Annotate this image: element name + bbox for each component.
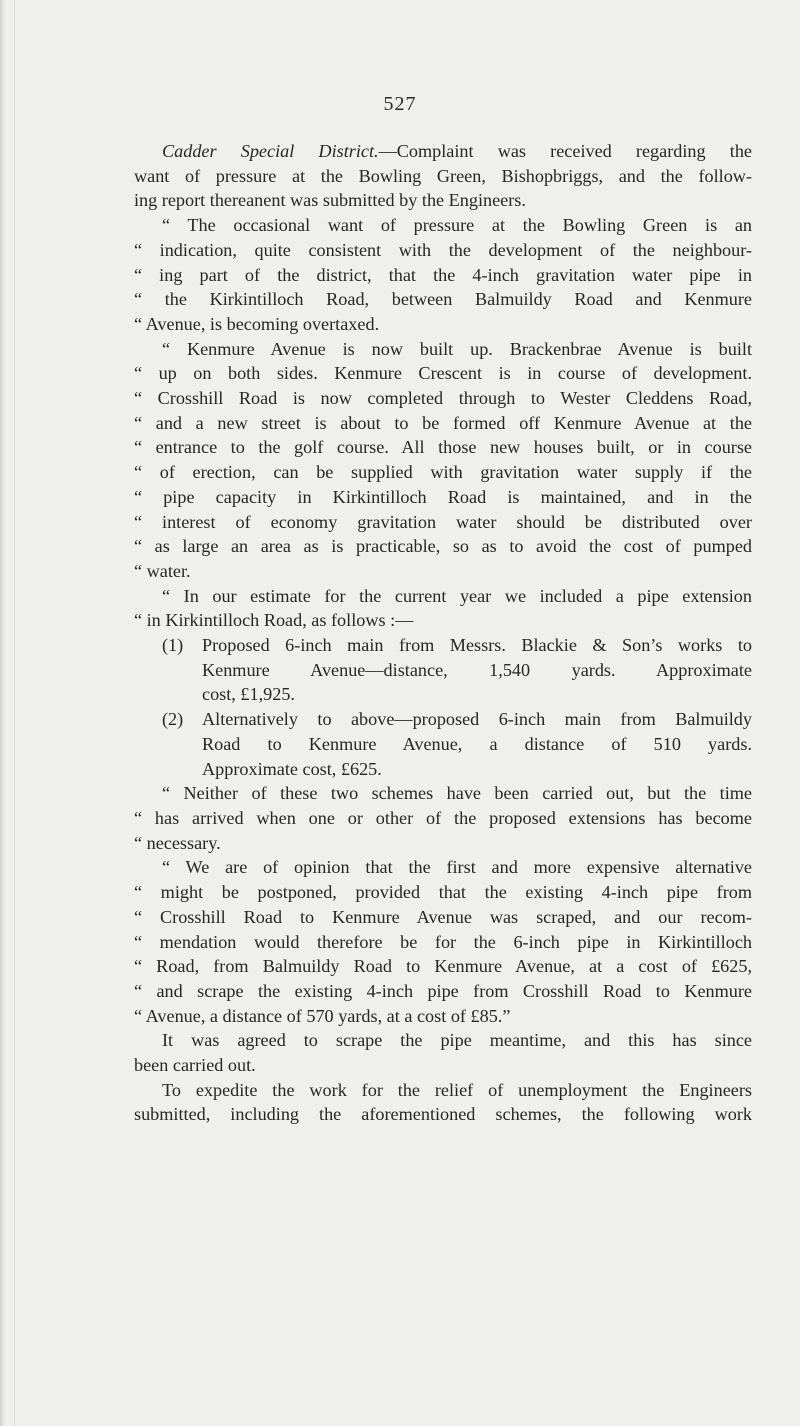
text-line: “ necessary. [134, 832, 221, 853]
text-line: cost, £1,925. [202, 684, 295, 705]
text-line: ing report thereanent was submitted by the Engineers. [134, 190, 526, 211]
text-line: “ Crosshill Road is now completed through to Wester Cleddens Road, [134, 388, 752, 409]
text-line: Kenmure Avenue—distance, 1,540 yards. Approximate [202, 659, 752, 680]
text-line: “ of erection, can be supplied with gravitation water supply if the [134, 462, 752, 483]
page-number: 527 [383, 93, 417, 115]
text-line: Approximate cost, £625. [202, 758, 382, 779]
text-line: “ pipe capacity in Kirkintilloch Road is maintained, and in the [134, 486, 752, 507]
text-line: “ entrance to the golf course. All those new houses built, or in course [134, 437, 752, 458]
paragraph-cadder-intro: Cadder Special District.—Complaint was received regarding the [162, 141, 752, 161]
text-line: “ Kenmure Avenue is now built up. Brackenbrae Avenue is built [162, 338, 752, 359]
text-line: “ mendation would therefore be for the 6-inch pipe in Kirkintilloch [134, 931, 752, 952]
text-line: To expedite the work for the relief of unemployment the Engineers [162, 1079, 752, 1100]
text-line: “ might be postponed, provided that the existing 4-inch pipe from [134, 882, 752, 903]
text-line: submitted, including the aforementioned schemes, the following work [134, 1104, 752, 1125]
text-line: “ has arrived when one or other of the proposed extensions has become [134, 807, 752, 828]
text-line: “ water. [134, 560, 191, 581]
list-item-number: (2) [162, 709, 184, 730]
list-item-number: (1) [162, 635, 184, 656]
text-line: “ Neither of these two schemes have been carried out, but the time [162, 783, 752, 804]
text-line: “ in Kirkintilloch Road, as follows :— [134, 610, 414, 631]
scan-left-edge-line [14, 0, 15, 1426]
text-line: “ Road, from Balmuildy Road to Kenmure Avenue, at a cost of £625, [134, 956, 752, 977]
text-line: “ The occasional want of pressure at the Bowling Green is an [162, 215, 752, 236]
text-line: “ as large an area as is practicable, so as to avoid the cost of pumped [134, 536, 752, 557]
text-line: “ We are of opinion that the first and more expensive alternative [162, 857, 752, 878]
list-item: (1) Proposed 6-inch main from Messrs. Blackie & Son’s works to [134, 633, 752, 658]
text-line: Road to Kenmure Avenue, a distance of 510 yards. [202, 733, 752, 754]
text-line: “ Avenue, is becoming overtaxed. [134, 313, 380, 334]
text-line: “ the Kirkintilloch Road, between Balmuildy Road and Kenmure [134, 289, 752, 310]
text-line: been carried out. [134, 1055, 256, 1076]
text-line: “ up on both sides. Kenmure Crescent is in course of development. [134, 363, 752, 384]
text-line: “ ing part of the district, that the 4-inch gravitation water pipe in [134, 264, 752, 285]
text-line: “ In our estimate for the current year we included a pipe extension [162, 585, 752, 606]
section-heading: Cadder Special District. [162, 141, 379, 161]
text-line: “ Crosshill Road to Kenmure Avenue was scraped, and our recom- [134, 906, 752, 927]
text-line: “ interest of economy gravitation water should be distributed over [134, 511, 752, 532]
text-line: It was agreed to scrape the pipe meantime, and this has since [162, 1030, 752, 1051]
text-line: “ Avenue, a distance of 570 yards, at a cost of £85.” [134, 1005, 511, 1026]
text-line: “ and a new street is about to be formed off Kenmure Avenue at the [134, 412, 752, 433]
text-line: want of pressure at the Bowling Green, Bishopbriggs, and the follow- [134, 165, 752, 186]
text-line: “ indication, quite consistent with the development of the neighbour- [134, 239, 752, 260]
scan-left-edge-shadow [0, 0, 6, 1426]
list-item: (2) Alternatively to above—proposed 6-inch main from Balmuildy [134, 707, 752, 732]
document-body [134, 139, 752, 1127]
text-line: “ and scrape the existing 4-inch pipe from Crosshill Road to Kenmure [134, 980, 752, 1001]
